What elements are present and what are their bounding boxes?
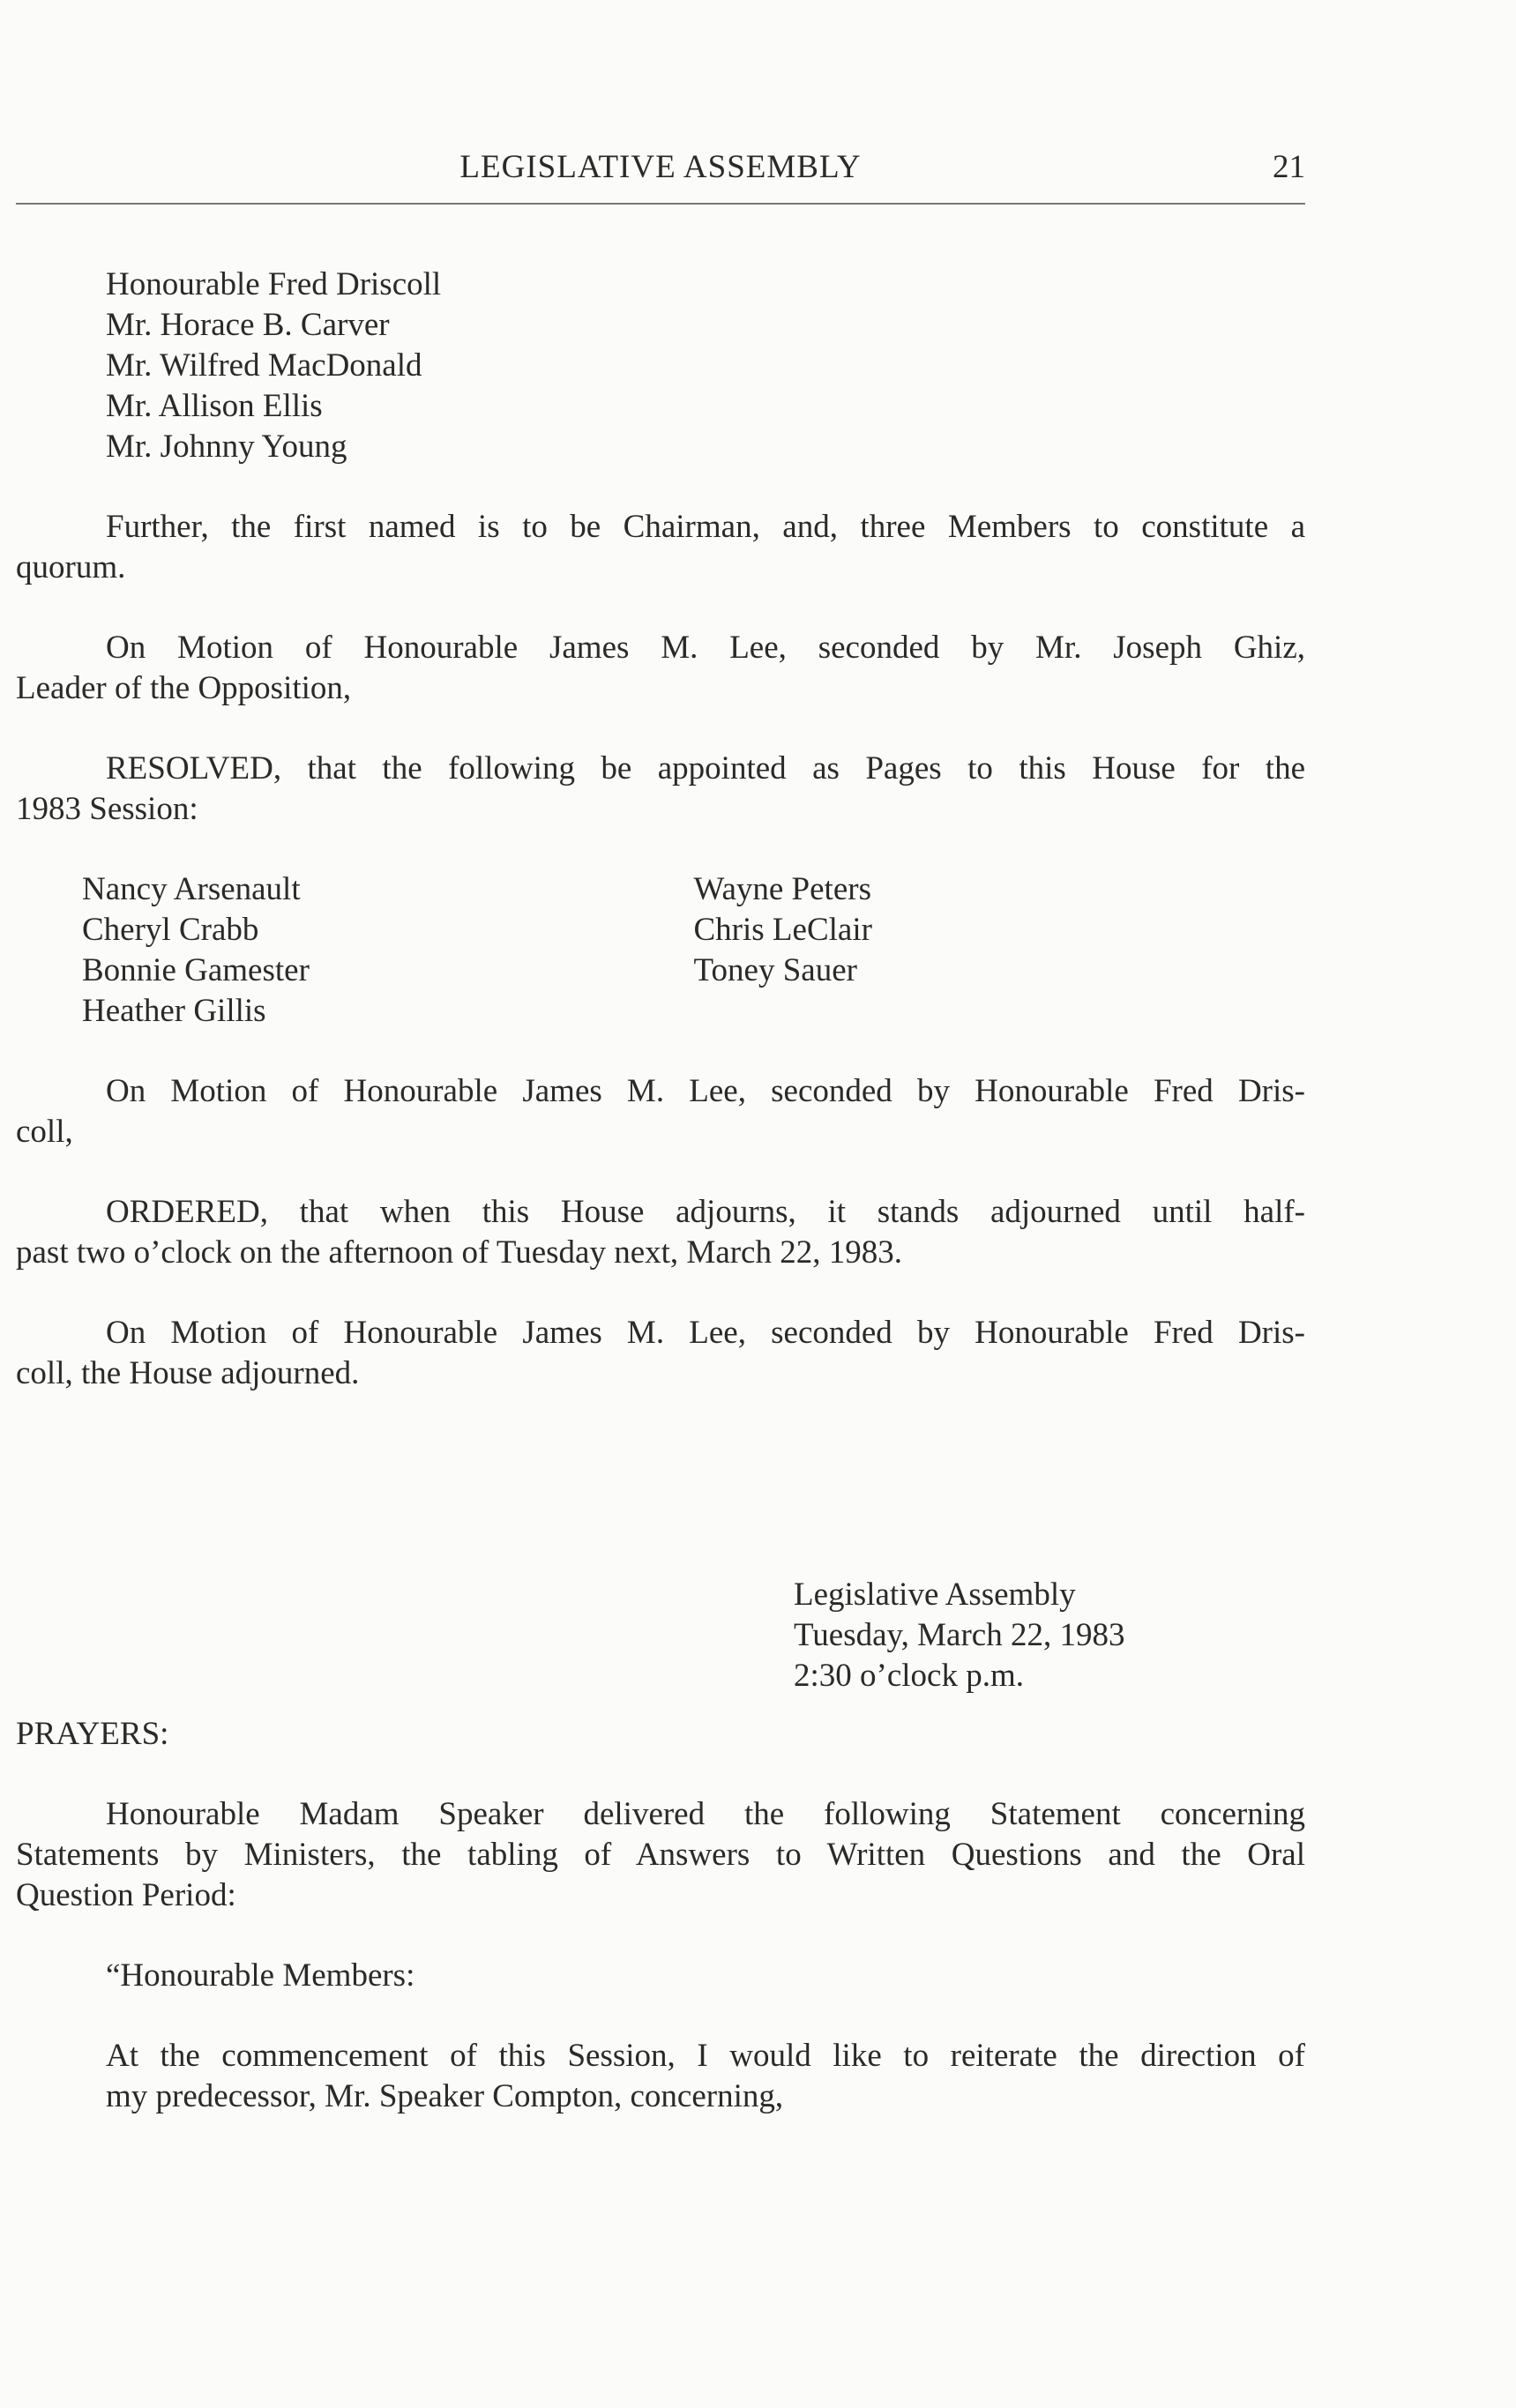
list-item: Wayne Peters [693,871,871,907]
paragraph-motion-3: On Motion of Honourable James M. Lee, seconded by Honourable Fred Dris- coll, the House adjourned. [16,1315,1305,1391]
pages-left-column [82,869,694,1032]
committee-members-list [16,265,1305,467]
pages-right-column [694,869,1306,1032]
list-item: Bonnie Gamester [82,952,310,988]
list-item: Toney Sauer [693,952,857,988]
sitting-date: Tuesday, March 22, 1983 [794,1617,1125,1653]
paragraph-statement: Honourable Madam Speaker delivered the following Statement concerning Statements by Ministers, the tabling of Answers to Written Questions and the Oral Question Period: [16,1796,1305,1913]
list-item: Mr. Wilfred MacDonald [106,347,422,384]
page-header [16,148,1305,205]
paragraph-commencement: At the commencement of this Session, I would like to reiterate the direction of my predecessor, Mr. Speaker Compton, concerning, [106,2038,1305,2114]
page-title: LEGISLATIVE ASSEMBLY [459,149,862,185]
paragraph-ordered: ORDERED, that when this House adjourns, it stands adjourned until half- past two o’clock on the afternoon of Tuesday next, March 22, 1983. [16,1194,1305,1271]
paragraph-resolved: RESOLVED, that the following be appointed as Pages to this House for the 1983 Session: [16,750,1305,827]
list-item: Mr. Allison Ellis [106,388,323,424]
list-item: Honourable Fred Driscoll [106,266,442,302]
sitting-time: 2:30 o’clock p.m. [794,1658,1025,1694]
list-item: Cheryl Crabb [82,912,259,948]
page-body [16,265,1305,2117]
list-item: Nancy Arsenault [82,871,301,907]
list-item: Mr. Johnny Young [106,429,347,465]
sitting-heading [16,1575,1305,1696]
page-number: 21 [1273,149,1305,185]
prayers-heading: PRAYERS: [16,1716,169,1752]
list-item: Chris LeClair [693,912,872,948]
list-item: Mr. Horace B. Carver [106,307,390,343]
sitting-body: Legislative Assembly [794,1577,1076,1613]
pages-list [16,869,1305,1032]
salutation: “Honourable Members: [106,1957,415,1994]
paragraph-motion-2: On Motion of Honourable James M. Lee, seconded by Honourable Fred Dris- coll, [16,1073,1305,1150]
paragraph-further: Further, the first named is to be Chairman, and, three Members to constitute a quorum. [16,509,1305,585]
list-item: Heather Gillis [82,993,266,1029]
paragraph-motion-1: On Motion of Honourable James M. Lee, seconded by Mr. Joseph Ghiz, Leader of the Opposition, [16,630,1305,706]
